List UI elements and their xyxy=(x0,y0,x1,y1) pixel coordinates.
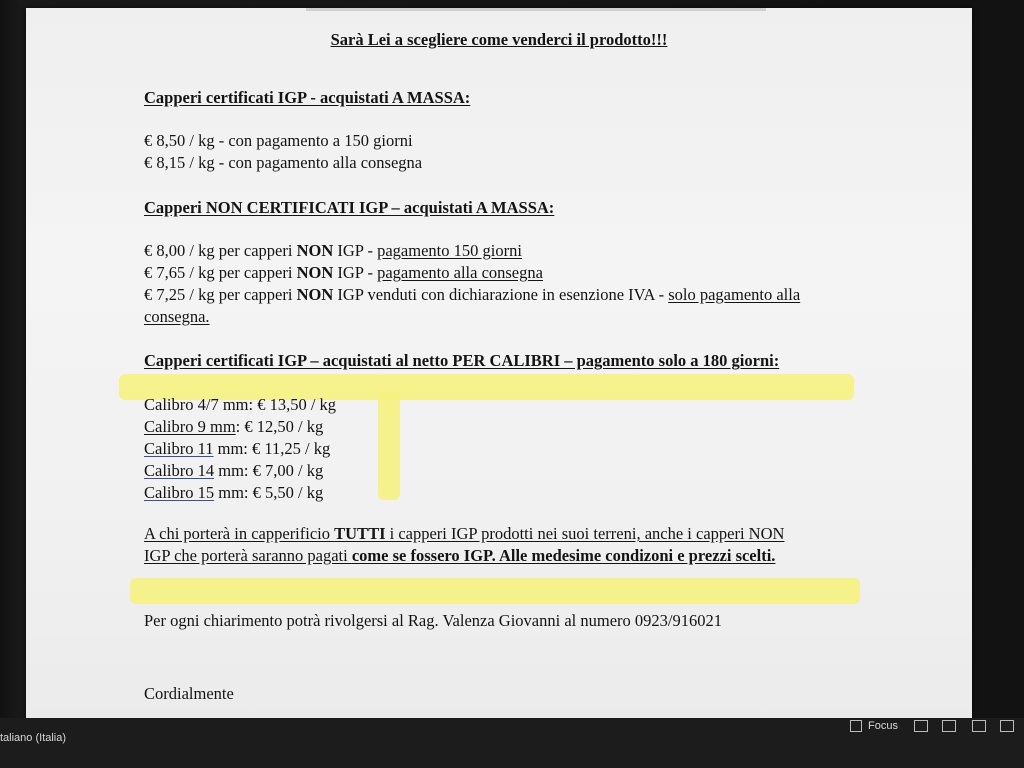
calibro-line: Calibro 15 mm: € 5,50 / kg xyxy=(144,483,324,502)
focus-icon[interactable] xyxy=(850,720,862,732)
price-line: € 8,50 / kg - con pagamento a 150 giorni xyxy=(144,131,413,150)
note-line: IGP che porterà saranno pagati come se fossero IGP. Alle medesime condizoni e prezzi scelti. xyxy=(144,546,776,565)
document-title: Sarà Lei a scegliere come venderci il prodotto!!! xyxy=(330,30,668,49)
calibro-line: Calibro 14 mm: € 7,00 / kg xyxy=(144,461,324,480)
closing-line: Cordialmente xyxy=(144,684,234,703)
note-line: A chi porterà in capperificio TUTTI i capperi IGP prodotti nei suoi terreni, anche i capperi NON xyxy=(144,524,785,543)
calibro-line: Calibro 11 mm: € 11,25 / kg xyxy=(144,439,331,458)
zoom-icon[interactable] xyxy=(972,720,986,732)
settings-icon[interactable] xyxy=(1000,720,1014,732)
window-edge xyxy=(306,8,766,11)
price-line: € 8,15 / kg - con pagamento alla consegna xyxy=(144,153,423,172)
language-indicator[interactable]: taliano (Italia) xyxy=(0,732,67,744)
section2-heading: Capperi NON CERTIFICATI IGP – acquistati A MASSA: xyxy=(144,198,555,217)
highlight-mark xyxy=(378,392,400,500)
price-line: € 8,00 / kg per capperi NON IGP - pagamento 150 giorni xyxy=(144,241,522,260)
calibro-line: Calibro 4/7 mm: € 13,50 / kg xyxy=(144,395,337,414)
print-layout-icon[interactable] xyxy=(914,720,928,732)
calibro-line: Calibro 9 mm: € 12,50 / kg xyxy=(144,417,324,436)
price-line-continued: consegna. xyxy=(144,307,210,326)
section3-heading: Capperi certificati IGP – acquistati al netto PER CALIBRI – pagamento solo a 180 giorni: xyxy=(144,351,780,370)
section1-heading: Capperi certificati IGP - acquistati A MASSA: xyxy=(144,88,471,107)
price-line: € 7,25 / kg per capperi NON IGP venduti con dichiarazione in esenzione IVA - solo pagamento alla xyxy=(144,285,801,304)
highlight-mark xyxy=(130,578,860,604)
price-line: € 7,65 / kg per capperi NON IGP - pagamento alla consegna xyxy=(144,263,543,282)
contact-line: Per ogni chiarimento potrà rivolgersi al Rag. Valenza Giovanni al numero 0923/916021 xyxy=(144,611,722,630)
focus-button[interactable]: Focus xyxy=(868,720,898,732)
web-layout-icon[interactable] xyxy=(942,720,956,732)
document-page xyxy=(26,8,972,720)
